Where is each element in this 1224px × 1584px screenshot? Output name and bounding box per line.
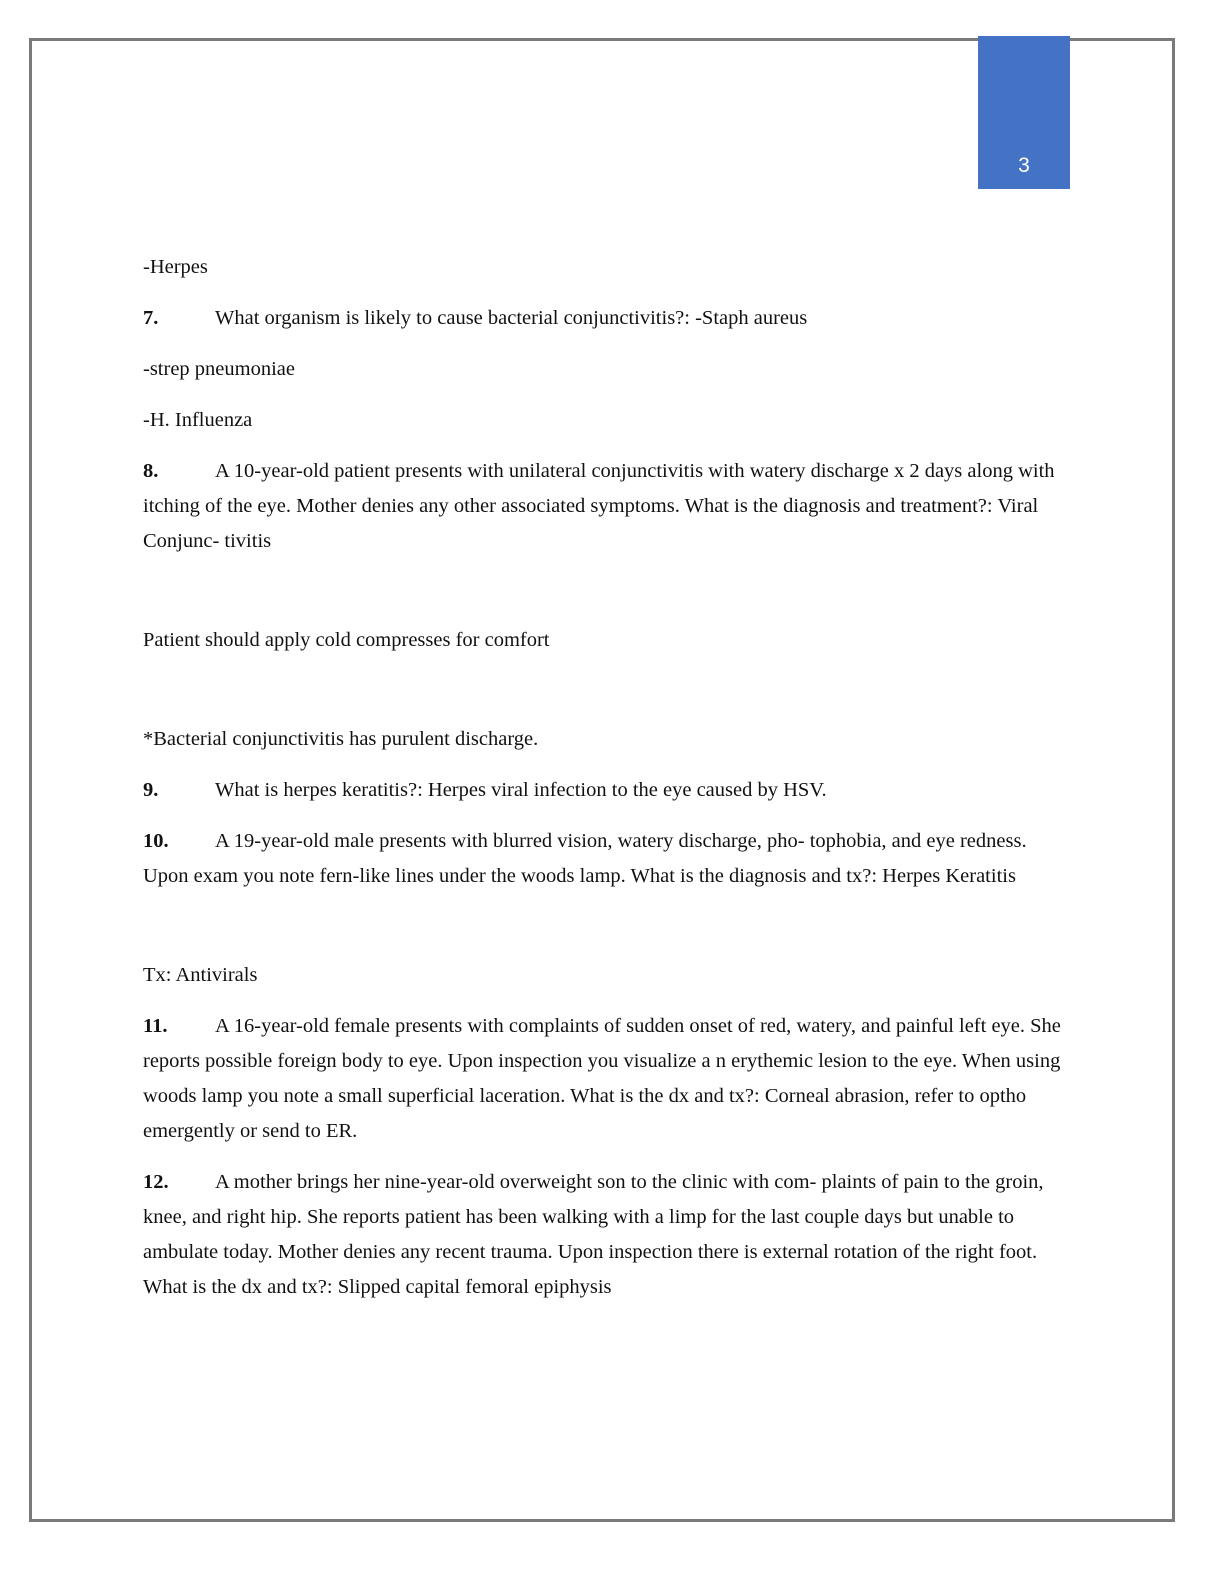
answer-line-h-influenza: -H. Influenza bbox=[143, 409, 253, 431]
note-cold-compresses: Patient should apply cold compresses for comfort bbox=[143, 629, 550, 651]
note-antivirals: Tx: Antivirals bbox=[143, 964, 258, 986]
page-number: 3 bbox=[1018, 154, 1030, 177]
question-8 bbox=[143, 454, 1068, 559]
question-text: What organism is likely to cause bacterial conjunctivitis?: -Staph aureus bbox=[215, 307, 808, 329]
spacer bbox=[143, 674, 1068, 722]
question-number: 8. bbox=[143, 460, 159, 482]
question-11 bbox=[143, 1009, 1068, 1149]
question-text: A 19-year-old male presents with blurred vision, watery discharge, pho- tophobia, and eye redness. Upon exam you note fern-like lines under the woods lamp. What is the diagnosis and tx?: Herpes Keratitis bbox=[143, 830, 1027, 887]
question-10 bbox=[143, 824, 1068, 894]
question-text: A 10-year-old patient presents with unilateral conjunctivitis with watery discharge x 2 days along with itching of the eye. Mother denies any other associated symptoms. What is the diagnosis and treatment?: Viral Conjunc- tivitis bbox=[143, 460, 1055, 552]
question-12 bbox=[143, 1165, 1068, 1305]
question-7 bbox=[143, 301, 1068, 336]
question-text: A 16-year-old female presents with complaints of sudden onset of red, watery, and painful left eye. She reports possible foreign body to eye. Upon inspection you visualize a n erythemic lesion to the eye. When using woods lamp you note a small superficial laceration. What is the dx and tx?: Corneal abrasion, refer to optho emergently or send to ER. bbox=[143, 1015, 1061, 1142]
question-9 bbox=[143, 773, 1068, 808]
answer-line-strep: -strep pneumoniae bbox=[143, 358, 295, 380]
page-number-tab bbox=[978, 36, 1070, 189]
question-number: 9. bbox=[143, 779, 159, 801]
spacer bbox=[143, 575, 1068, 623]
question-text: A mother brings her nine-year-old overweight son to the clinic with com- plaints of pain to the groin, knee, and right hip. She reports patient has been walking with a limp for the last couple days but unable to ambulate today. Mother denies any recent trauma. Upon inspection there is external rotation of the right foot. What is the dx and tx?: Slipped capital femoral epiphysis bbox=[143, 1171, 1044, 1298]
note-bacterial-conjunctivitis: *Bacterial conjunctivitis has purulent discharge. bbox=[143, 728, 539, 750]
document-body bbox=[143, 250, 1068, 1321]
question-text: What is herpes keratitis?: Herpes viral infection to the eye caused by HSV. bbox=[215, 779, 827, 801]
question-number: 11. bbox=[143, 1015, 168, 1037]
question-number: 12. bbox=[143, 1171, 169, 1193]
question-number: 7. bbox=[143, 307, 159, 329]
question-number: 10. bbox=[143, 830, 169, 852]
spacer bbox=[143, 910, 1068, 958]
answer-line-herpes: -Herpes bbox=[143, 256, 208, 278]
